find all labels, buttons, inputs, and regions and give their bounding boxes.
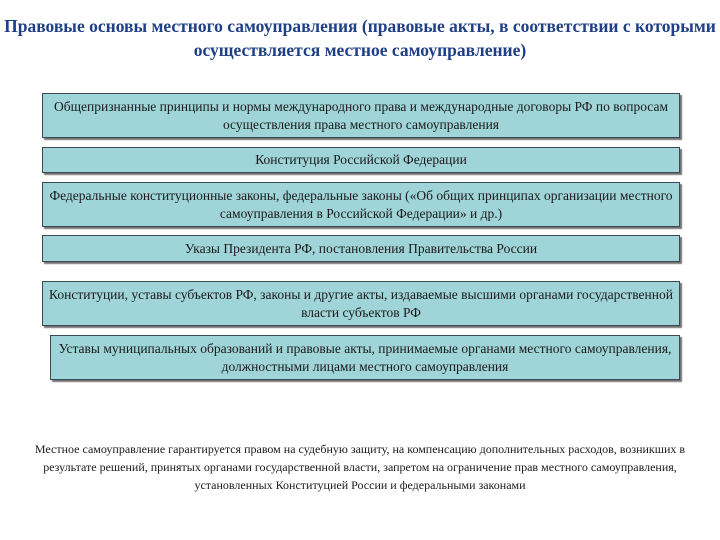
level-constitution-box bbox=[42, 147, 680, 173]
level-municipal-acts-text: Уставы муниципальных образований и правовые акты, принимаемые органами местного самоуправления, должностными лицами местного самоуправления bbox=[58, 340, 672, 374]
level-international-law-box bbox=[42, 93, 680, 138]
level-regional-acts-text: Конституции, уставы субъектов РФ, законы и другие акты, издаваемые высшими органами государственной власти субъектов РФ bbox=[49, 286, 673, 320]
level-decrees-text: Указы Президента РФ, постановления Правительства России bbox=[184, 240, 538, 256]
level-federal-laws-box bbox=[42, 182, 680, 227]
level-decrees-box bbox=[42, 235, 680, 262]
level-constitution-text: Конституция Российской Федерации bbox=[255, 152, 467, 167]
footer-note: Местное самоуправление гарантируется правом на судебную защиту, на компенсацию дополнительных расходов, возникших в результате решений, принятых органами государственной власти, запретом на ограничение прав местного самоуправления, установленных Конституцией России и федеральными законами bbox=[34, 442, 686, 492]
level-international-law-text: Общепризнанные принципы и нормы международного права и международные договоры РФ по вопросам осуществления права местного самоуправления bbox=[54, 98, 668, 132]
level-municipal-acts-box bbox=[50, 335, 680, 380]
slide-title: Правовые основы местного самоуправления (правовые акты, в соответствии с которыми осуществляется местное самоуправление) bbox=[4, 16, 716, 60]
level-federal-laws-text: Федеральные конституционные законы, федеральные законы («Об общих принципах организации местного самоуправления в Российской Федерации» и др.) bbox=[49, 187, 673, 221]
level-regional-acts-box bbox=[42, 281, 680, 326]
